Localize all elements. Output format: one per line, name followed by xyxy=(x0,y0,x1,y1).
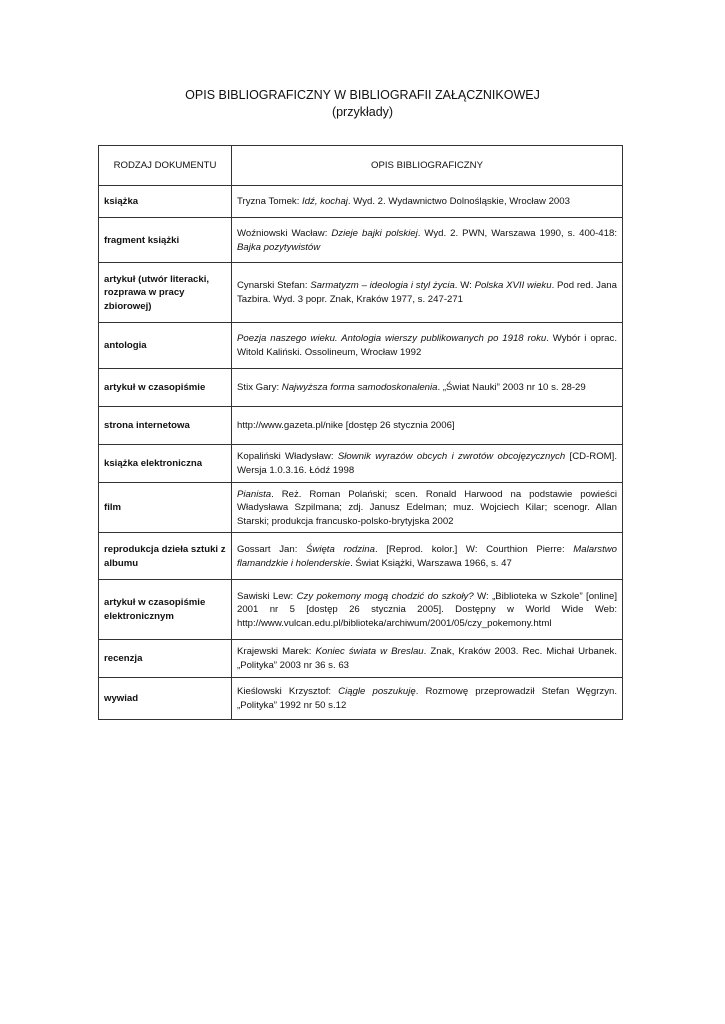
document-type-cell: artykuł w czasopiśmie xyxy=(99,369,232,407)
text-segment: Kieślowski Krzysztof: xyxy=(237,686,339,698)
table-header-row xyxy=(99,146,623,186)
text-segment: Woźniowski Wacław: xyxy=(237,227,332,239)
italic-title-segment: Słownik wyrazów obcych i zwrotów obcojęzycznych xyxy=(337,451,566,463)
header-document-type: RODZAJ DOKUMENTU xyxy=(99,146,232,186)
document-type-cell: reprodukcja dzieła sztuki z albumu xyxy=(99,533,232,580)
bibliographic-description-cell xyxy=(232,407,623,445)
table-row xyxy=(99,218,623,263)
bibliographic-description-cell xyxy=(232,678,623,720)
text-segment: http://www.gazeta.pl/nike [dostęp 26 stycznia 2006] xyxy=(237,420,455,432)
text-segment: . Wyd. 2. Wydawnictwo Dolnośląskie, Wrocław 2003 xyxy=(347,196,570,208)
italic-title-segment: Dzieje bajki polskiej xyxy=(331,227,418,239)
italic-title-segment: Bajka pozytywistów xyxy=(237,241,321,253)
bibliographic-description-cell xyxy=(232,218,623,263)
text-segment: . Pod red. Jana Tazbira. Wyd. 3 popr. Znak, Kraków 1977, s. 247-271 xyxy=(237,280,617,305)
italic-title-segment: Czy pokemony mogą chodzić do szkoły? xyxy=(296,590,474,602)
italic-title-segment: Poezja naszego wieku. Antologia wierszy publikowanych po 1918 roku xyxy=(237,333,547,345)
document-type-cell: recenzja xyxy=(99,640,232,678)
text-segment: . Rozmowę przeprowadził Stefan Węgrzyn. „Polityka” 1992 nr 50 s.12 xyxy=(237,686,617,711)
text-segment: Sawiski Lew: xyxy=(237,590,297,602)
table-row xyxy=(99,580,623,640)
bibliographic-description-cell xyxy=(232,580,623,640)
text-segment: W: „Biblioteka w Szkole” [online] 2001 nr 5 [dostęp 26 stycznia 2005]. Dostępny w World Wide Web: http://www.vulcan.edu.pl/biblioteka/archiwum/2001/05/czy_pokemony.html xyxy=(237,590,617,629)
table-row xyxy=(99,369,623,407)
document-type-cell: fragment książki xyxy=(99,218,232,263)
bibliographic-description-cell xyxy=(232,263,623,323)
table-row xyxy=(99,640,623,678)
table-body xyxy=(99,186,623,720)
document-type-cell: film xyxy=(99,483,232,533)
document-type-cell: artykuł (utwór literacki, rozprawa w pracy zbiorowej) xyxy=(99,263,232,323)
header-bibliographic-description: OPIS BIBLIOGRAFICZNY xyxy=(232,146,623,186)
bibliographic-description-cell xyxy=(232,186,623,218)
italic-title-segment: Pianista xyxy=(237,488,272,500)
text-segment: Gossart Jan: xyxy=(237,543,307,555)
text-segment: Kopaliński Władysław: xyxy=(237,451,338,463)
italic-title-segment: Święta rodzina xyxy=(306,543,375,555)
italic-title-segment: Sarmatyzm – ideologia i styl życia xyxy=(310,280,455,292)
title-line-2: (przykłady) xyxy=(331,105,394,119)
document-type-cell: książka elektroniczna xyxy=(99,445,232,483)
text-segment: . Świat Książki, Warszawa 1966, s. 47 xyxy=(350,557,512,569)
text-segment: Stix Gary: xyxy=(237,382,282,394)
document-type-cell: książka xyxy=(99,186,232,218)
bibliographic-description-cell xyxy=(232,445,623,483)
document-type-cell: strona internetowa xyxy=(99,407,232,445)
bibliographic-description-cell xyxy=(232,369,623,407)
italic-title-segment: Najwyższa forma samodoskonalenia xyxy=(281,382,438,394)
bibliographic-description-cell xyxy=(232,640,623,678)
document-type-cell: artykuł w czasopiśmie elektronicznym xyxy=(99,580,232,640)
text-segment: . Wyd. 2. PWN, Warszawa 1990, s. 400-418: xyxy=(417,227,617,239)
bibliographic-description-cell xyxy=(232,323,623,369)
italic-title-segment: Malarstwo flamandzkie i holenderskie xyxy=(237,543,617,569)
text-segment: Krajewski Marek: xyxy=(237,646,316,658)
italic-title-segment: Idź, kochaj xyxy=(302,196,348,208)
title-line-1: OPIS BIBLIOGRAFICZNY W BIBLIOGRAFII ZAŁĄCZNIKOWEJ xyxy=(185,88,540,102)
text-segment: . „Świat Nauki” 2003 nr 10 s. 28-29 xyxy=(437,382,586,394)
table-row xyxy=(99,186,623,218)
bibliographic-description-cell xyxy=(232,533,623,580)
table-row xyxy=(99,678,623,720)
italic-title-segment: Koniec świata w Breslau xyxy=(315,646,424,658)
text-segment: Tryzna Tomek: xyxy=(237,196,303,208)
document-type-cell: antologia xyxy=(99,323,232,369)
table-row xyxy=(99,263,623,323)
table-row xyxy=(99,483,623,533)
document-title xyxy=(0,87,725,121)
text-segment: . Reż. Roman Polański; scen. Ronald Harwood na podstawie powieści Władysława Szpilmana; zdj. Janusz Edelman; muz. Wojciech Kilar; scenogr. Allan Starski; produkcja francusko-polsko-brytyjska 2002 xyxy=(237,488,617,527)
table-row xyxy=(99,407,623,445)
italic-title-segment: Polska XVII wieku xyxy=(474,280,552,292)
text-segment: . W: xyxy=(454,280,475,292)
text-segment: [CD-ROM]. Wersja 1.0.3.16. Łódź 1998 xyxy=(237,451,617,476)
table-row xyxy=(99,445,623,483)
bibliography-table xyxy=(98,145,623,720)
table-row xyxy=(99,323,623,369)
document-type-cell: wywiad xyxy=(99,678,232,720)
bibliographic-description-cell xyxy=(232,483,623,533)
text-segment: . Znak, Kraków 2003. Rec. Michał Urbanek. „Polityka” 2003 nr 36 s. 63 xyxy=(237,646,618,671)
text-segment: . [Reprod. kolor.] W: Courthion Pierre: xyxy=(374,543,574,555)
table-row xyxy=(99,533,623,580)
text-segment: . Wybór i oprac. Witold Kaliński. Ossolineum, Wrocław 1992 xyxy=(237,333,617,358)
italic-title-segment: Ciągle poszukuję xyxy=(338,686,416,698)
text-segment: Cynarski Stefan: xyxy=(237,280,311,292)
